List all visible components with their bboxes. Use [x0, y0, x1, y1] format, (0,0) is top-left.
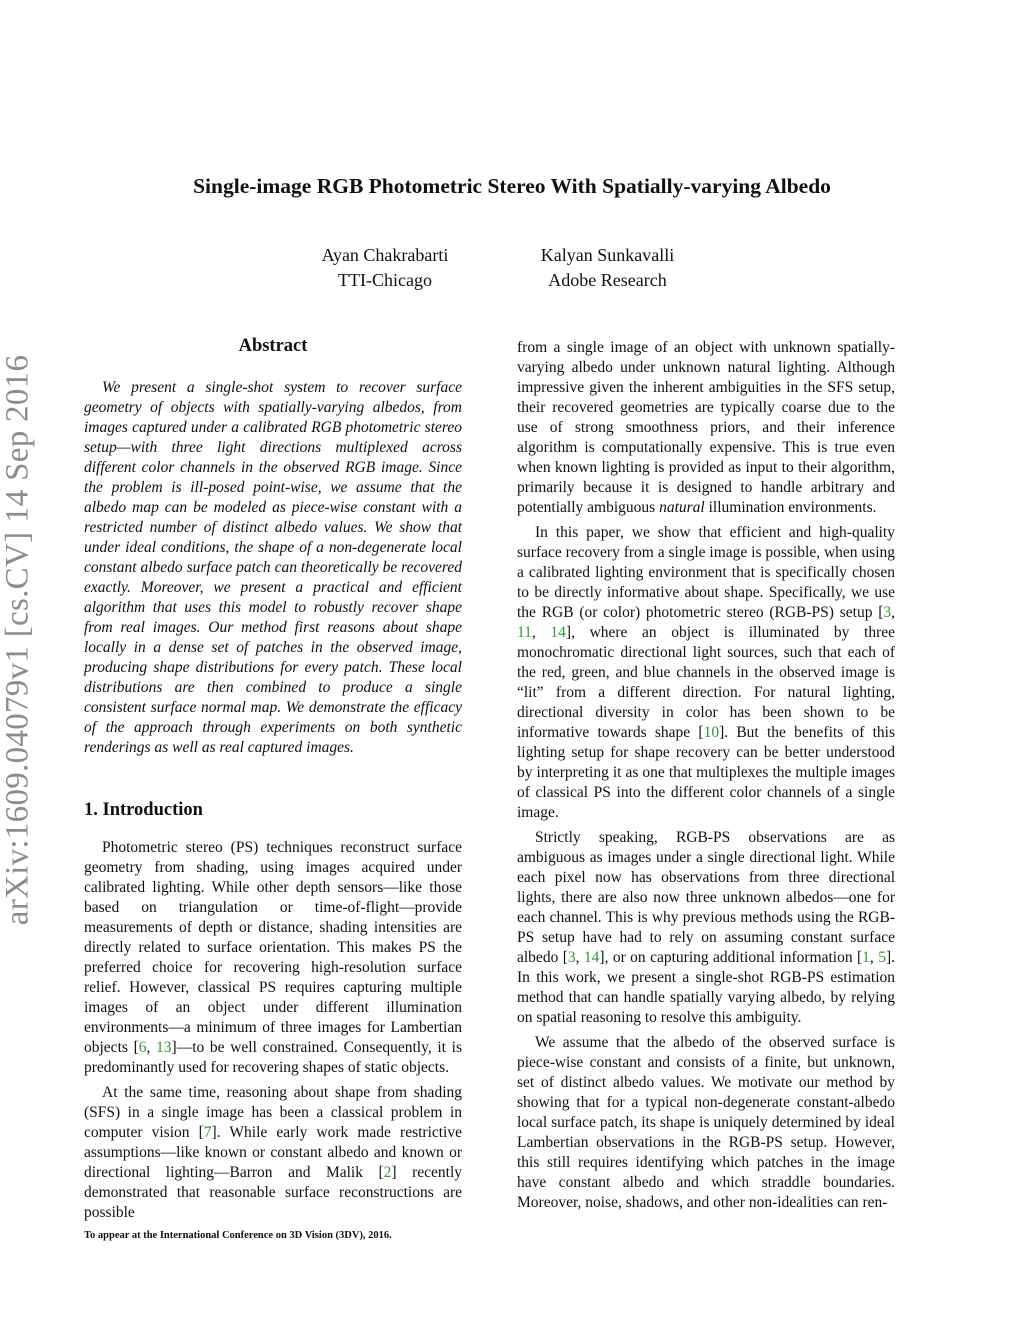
paper-title: Single-image RGB Photometric Stereo With Spatially-varying Albedo: [193, 174, 831, 198]
abstract-text: We present a single-shot system to recover surface geometry of objects with spatially-varying albedos, from images captured under a calibrated RGB photometric stereo setup—with three light directions multiplexed across different color channels in the observed RGB image. Since the problem is ill-posed point-wise, we assume that the albedo map can be modeled as piece-wise constant with a restricted number of distinct albedo values. We show that under ideal conditions, the shape of a non-degenerate local constant albedo surface patch can theoretically be recovered exactly. Moreover, we present a practical and efficient algorithm that uses this model to robustly recover shape from real images. Our method first reasons about shape locally in a dense set of patches in the observed image, producing shape distributions for every patch. These local distributions are then combined to produce a single consistent surface normal map. We demonstrate the efficacy of the approach through experiments on both synthetic renderings as well as real captured images.: [84, 379, 462, 756]
author-block-1: [290, 243, 480, 293]
author-block-2: [510, 243, 705, 293]
author-name: Kalyan Sunkavalli: [540, 245, 675, 265]
abstract-heading: Abstract: [238, 336, 308, 356]
citation-link[interactable]: 1: [862, 949, 870, 966]
arxiv-id: arXiv:1609.04079v1 [cs.CV] 14 Sep 2016: [0, 354, 36, 926]
author-affiliation: TTI-Chicago: [338, 270, 432, 290]
citation-link[interactable]: 3: [567, 949, 576, 966]
citation-link[interactable]: 2: [383, 1164, 392, 1181]
citation-link[interactable]: 5: [878, 949, 886, 966]
intro-paragraph-1: Photometric stereo (PS) techniques reconstruct surface geometry from shading, using images acquired under calibrated lighting. While other depth sensors—like those based on triangulation or time-of-flight—provide measurements of depth or distance, shading intensities are directly related to surface orientation. This makes PS the preferred choice for recovering high-resolution surface relief. However, classical PS requires capturing multiple images of an object under different illumination environments—a minimum of three images for Lambertian objects [6, 13]—to be well constrained. Consequently, it is predominantly used for recovering shapes of static objects.: [84, 839, 462, 1076]
citation-link[interactable]: 14: [550, 624, 566, 641]
author-name: Ayan Chakrabarti: [321, 245, 449, 265]
author-affiliation: Adobe Research: [548, 270, 667, 290]
right-column: [517, 338, 895, 1218]
citation-link[interactable]: 10: [703, 724, 720, 741]
citation-link[interactable]: 14: [583, 949, 600, 966]
right-paragraph-1: from a single image of an object with unknown spatially-varying albedo under unknown natural lighting. Although impressive given the inherent ambiguities in the SFS setup, their recovered geometries are typically coarse due to the use of strong smoothness priors, and their inference algorithm is computationally expensive. This is true even when known lighting is provided as input to their algorithm, primarily because it is designed to handle arbitrary and potentially ambiguous natural illumination environments.: [517, 339, 895, 516]
citation-link[interactable]: 11: [517, 624, 532, 641]
left-column: [84, 336, 462, 1228]
intro-heading: 1. Introduction: [84, 800, 203, 820]
citation-link[interactable]: 3: [883, 604, 892, 621]
citation-link[interactable]: 7: [203, 1124, 212, 1141]
footnote: To appear at the International Conference on 3D Vision (3DV), 2016.: [84, 1230, 392, 1241]
right-paragraph-2: In this paper, we show that efficient and high-quality surface recovery from a single image is possible, when using a calibrated lighting environment that is specifically chosen to be directly informative about shape. Specifically, we use the RGB (or color) photometric stereo (RGB-PS) setup [3, 11, 14], where an object is illuminated by three monochromatic directional light sources, such that each of the red, green, and blue channels in the observed image is “lit” from a different direction. For natural lighting, directional diversity in color has been shown to be informative towards shape [10]. But the benefits of this lighting setup for shape recovery can be better understood by interpreting it as one that multiplexes the multiple images of classical PS into the different color channels of a single image.: [517, 524, 895, 821]
intro-paragraph-2: At the same time, reasoning about shape from shading (SFS) in a single image has been a classical problem in computer vision [7]. While early work made restrictive assumptions—like known or constant albedo and known or directional lighting—Barron and Malik [2] recently demonstrated that reasonable surface reconstructions are possible: [84, 1084, 463, 1221]
citation-link[interactable]: 13: [156, 1039, 172, 1056]
right-paragraph-3: Strictly speaking, RGB-PS observations are as ambiguous as images under a single directional light. While each pixel now has observations from three directional lights, there are also now three unknown albedos—one for each channel. This is why previous methods using the RGB-PS setup have had to rely on assuming constant surface albedo [3, 14], or on capturing additional information [1, 5]. In this work, we present a single-shot RGB-PS estimation method that can handle spatially varying albedo, by relying on spatial reasoning to resolve this ambiguity.: [517, 829, 895, 1026]
citation-link[interactable]: 6: [138, 1039, 147, 1056]
right-paragraph-4: We assume that the albedo of the observed surface is piece-wise constant and consists of a finite, but unknown, set of distinct albedo values. We motivate our method by showing that for a typical non-degenerate constant-albedo local surface patch, its shape is uniquely determined by ideal Lambertian observations in the RGB-PS setup. However, this still requires identifying which patches in the image have constant albedo and which straddle boundaries. Moreover, noise, shadows, and other non-idealities can ren-: [517, 1034, 895, 1211]
